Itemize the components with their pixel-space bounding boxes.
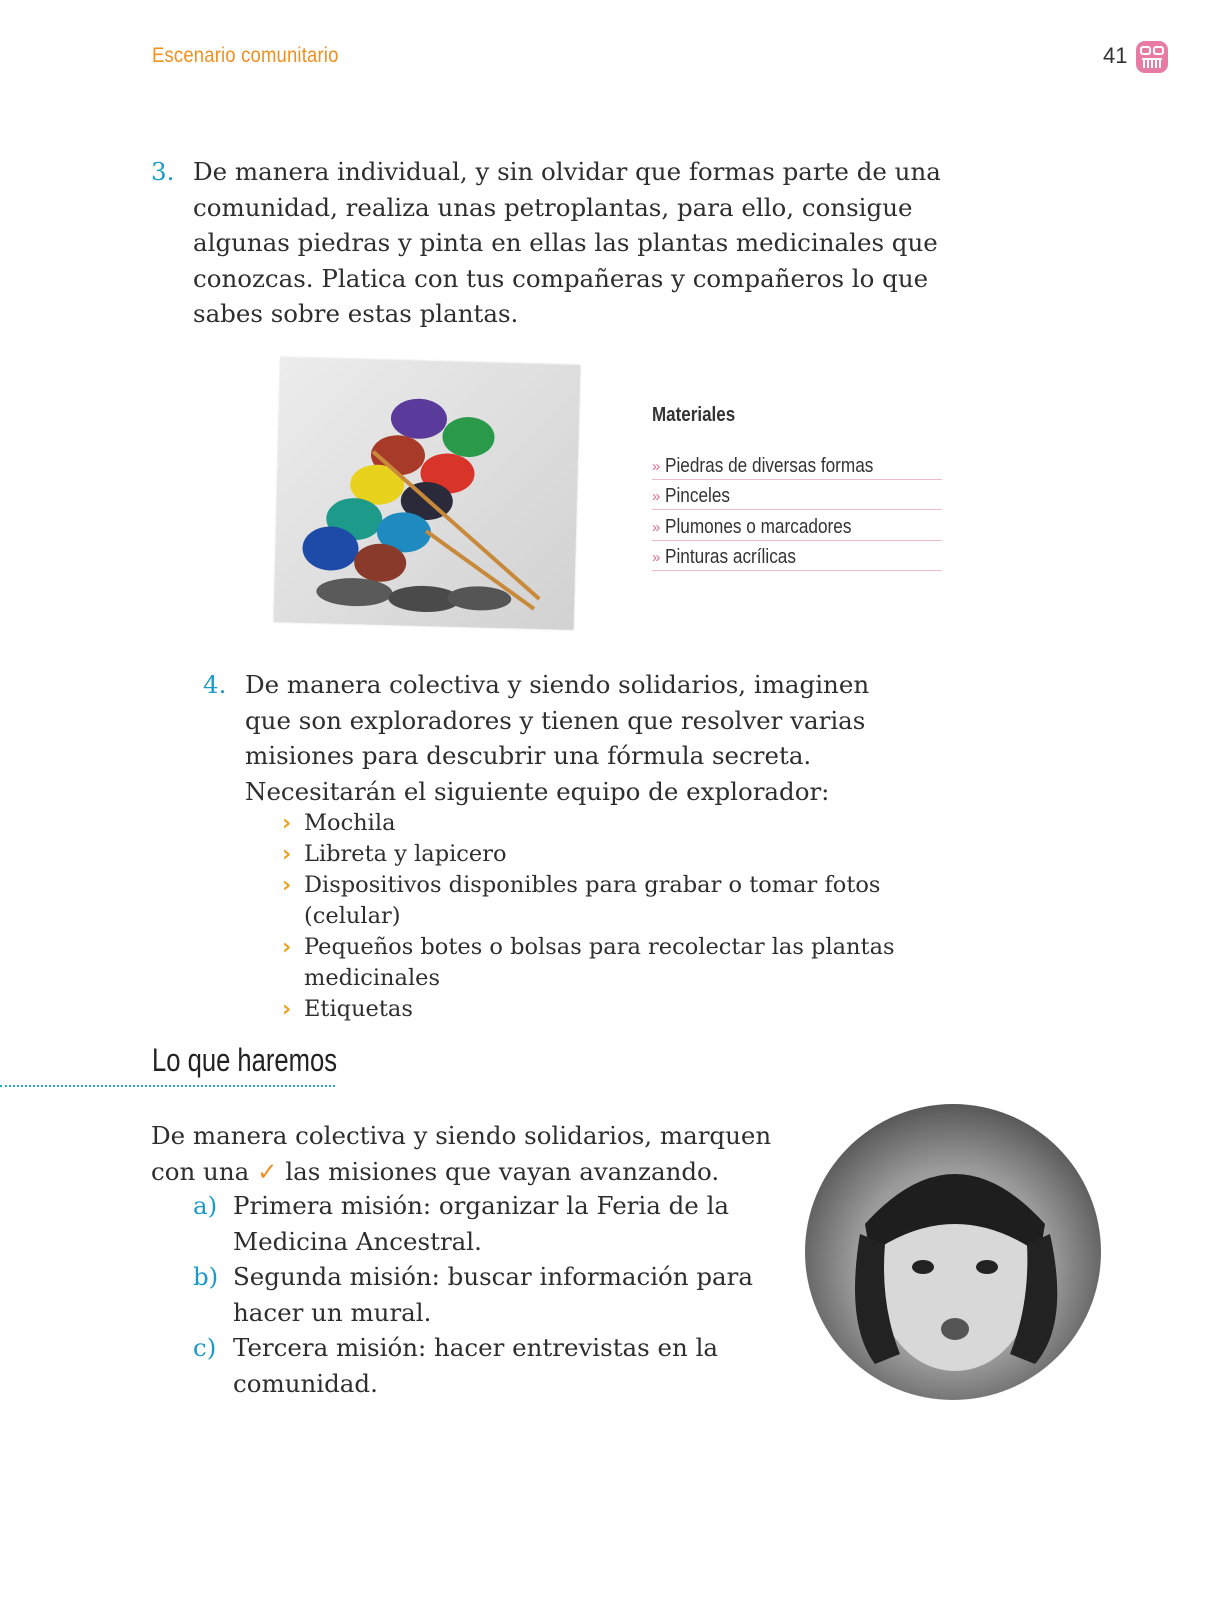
- chevron-icon: ›: [282, 934, 292, 960]
- list-item: [282, 839, 922, 870]
- mission-letter: c): [193, 1333, 217, 1362]
- item-text: De manera colectiva y siendo solidarios, imaginen que son exploradores y tienen que resolver varias misiones para descubrir una fórmula secreta. Necesitarán el siguiente equipo de explorador:: [245, 670, 870, 806]
- mission-text: Tercera misión: hacer entrevistas en la comunidad.: [233, 1333, 719, 1398]
- equipment-label: Etiquetas: [304, 996, 413, 1022]
- missions-list: [193, 1188, 793, 1401]
- girl-portrait-illustration: [805, 1104, 1101, 1400]
- girl-photo: [805, 1104, 1101, 1400]
- section-header: Escenario comunitario: [152, 44, 339, 67]
- equipment-label: Mochila: [304, 810, 396, 836]
- chevron-icon: ›: [282, 872, 292, 898]
- material-label: Pinceles: [665, 485, 731, 507]
- materials-box: [652, 404, 942, 571]
- section-divider: [0, 1085, 335, 1087]
- item-text: De manera individual, y sin olvidar que formas parte de una comunidad, realiza unas petroplantas, para ello, consigue algunas piedras y pinta en ellas las plantas medicinales que conozcas. Platica con tus compañeras y compañeros lo que sabes sobre estas plantas.: [193, 157, 941, 328]
- list-item: [652, 541, 942, 572]
- list-item: [193, 1259, 793, 1330]
- double-chevron-icon: »: [652, 488, 661, 505]
- mission-letter: a): [193, 1191, 218, 1220]
- section-intro: [151, 1118, 791, 1189]
- list-item: [652, 480, 942, 511]
- paint-jars-illustration: [274, 357, 581, 630]
- chevron-icon: ›: [282, 996, 292, 1022]
- section-title: Lo que haremos: [152, 1042, 338, 1078]
- list-item: [282, 994, 922, 1025]
- equipment-label: Pequeños botes o bolsas para recolectar las plantas medicinales: [304, 934, 895, 991]
- double-chevron-icon: »: [652, 457, 661, 475]
- list-item: [193, 1330, 793, 1401]
- chevron-icon: ›: [282, 841, 292, 867]
- list-item: [282, 808, 922, 839]
- double-chevron-icon: »: [652, 518, 661, 536]
- equipment-label: Dispositivos disponibles para grabar o tomar fotos (celular): [304, 872, 881, 929]
- item-number: 3.: [151, 157, 175, 186]
- check-mark-icon: ✓: [257, 1156, 278, 1186]
- pink-glyph-icon: [1135, 40, 1169, 74]
- page-number: 41: [1103, 43, 1128, 68]
- intro-text: las misiones que vayan avanzando.: [285, 1156, 720, 1186]
- chevron-icon: ›: [282, 810, 292, 836]
- material-label: Pinturas acrílicas: [665, 546, 797, 568]
- material-label: Plumones o marcadores: [665, 515, 852, 538]
- equipment-label: Libreta y lapicero: [304, 841, 507, 867]
- mission-letter: b): [193, 1262, 219, 1291]
- paints-photo: [274, 357, 581, 630]
- list-item: [652, 449, 942, 480]
- list-item: [282, 932, 922, 994]
- equipment-list: [282, 808, 922, 1025]
- materials-title: Materiales: [652, 404, 736, 426]
- item-number: 4.: [203, 670, 227, 699]
- intro-text: De manera colectiva y siendo solidarios, marquen con una: [151, 1121, 772, 1186]
- double-chevron-icon: »: [652, 549, 661, 566]
- material-label: Piedras de diversas formas: [665, 454, 874, 477]
- list-item: [282, 870, 922, 932]
- mission-text: Primera misión: organizar la Feria de la Medicina Ancestral.: [233, 1191, 730, 1256]
- list-item: [652, 510, 942, 541]
- mission-text: Segunda misión: buscar información para hacer un mural.: [233, 1262, 753, 1327]
- list-item: [193, 1188, 793, 1259]
